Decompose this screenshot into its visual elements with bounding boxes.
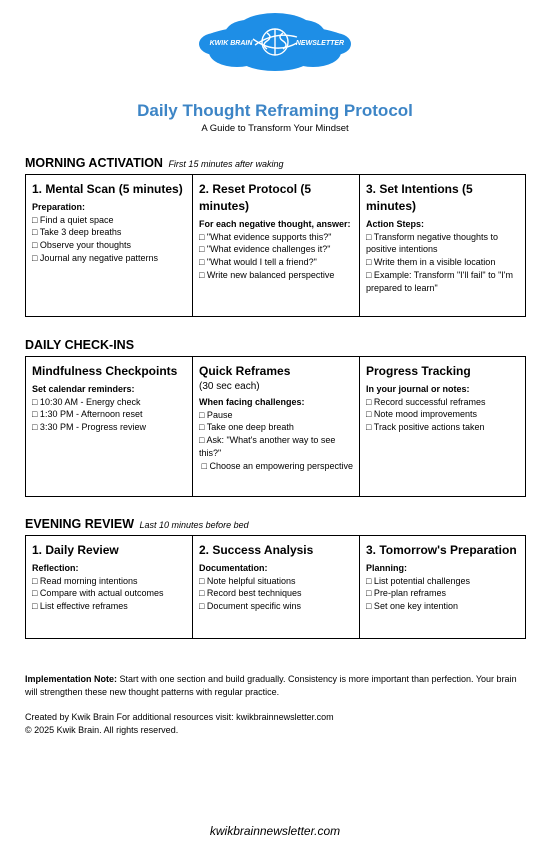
cell-title: Progress Tracking — [366, 364, 471, 378]
checklist-item[interactable]: □ "What would I tell a friend?" — [199, 257, 317, 268]
set-intentions-cell — [360, 175, 527, 316]
checklist-item[interactable]: □ List effective reframes — [32, 601, 128, 612]
cell-title: 2. Reset Protocol (5 minutes) — [199, 182, 312, 213]
cell-title: 1. Mental Scan (5 minutes) — [32, 182, 183, 196]
checklist — [32, 575, 187, 613]
checklist-item[interactable]: □ Read morning intentions — [32, 575, 138, 586]
checklist-item[interactable]: □ Journal any negative patterns — [32, 252, 159, 263]
cell-title: Quick Reframes — [199, 364, 291, 378]
implementation-text: Start with one section and build gradually. Consistency is more important than perfection. Your brain will strengthen these new thought patterns with regular practice. — [25, 674, 517, 697]
checklist-item[interactable]: □ Document specific wins — [199, 601, 301, 612]
document-subtitle: A Guide to Transform Your Mindset — [201, 123, 349, 134]
checklist-item[interactable]: □ 1:30 PM - Afternoon reset — [32, 409, 143, 420]
section-title: DAILY CHECK-INS — [25, 338, 135, 352]
checklist-item[interactable]: □ Set one key intention — [366, 601, 458, 612]
tomorrows-preparation-cell — [360, 536, 527, 638]
checklist — [199, 231, 354, 282]
credit-line: Created by Kwik Brain For additional resources visit: kwikbrainnewsletter.com — [25, 712, 334, 722]
cell-title: 3. Set Intentions (5 minutes) — [366, 182, 473, 213]
success-analysis-cell — [193, 536, 360, 638]
morning-activation-table — [25, 174, 526, 317]
checklist-item[interactable]: □ Record best techniques — [199, 588, 302, 599]
footer-url[interactable]: kwikbrainnewsletter.com — [209, 824, 341, 838]
cell-subtitle: (30 sec each) — [199, 381, 260, 392]
checklist-item[interactable]: □ "What evidence challenges it?" — [199, 244, 331, 255]
cell-label: Planning: — [366, 563, 407, 573]
section-heading-evening — [25, 517, 249, 531]
mental-scan-cell — [26, 175, 193, 316]
logo-text-right: NEWSLETTER — [295, 40, 345, 47]
copyright-line: © 2025 Kwik Brain. All rights reserved. — [25, 725, 179, 735]
checklist-item[interactable]: □ Pause — [199, 409, 233, 420]
cell-label: Documentation: — [199, 563, 268, 573]
checklist-item[interactable]: □ Take one deep breath — [199, 422, 294, 433]
checklist-item[interactable]: □ Note mood improvements — [366, 409, 477, 420]
evening-review-table — [25, 535, 526, 639]
mindfulness-checkpoints-cell — [26, 357, 193, 496]
cell-title: 3. Tomorrow's Preparation — [366, 543, 517, 557]
reset-protocol-cell — [193, 175, 360, 316]
checklist-item[interactable]: □ Choose an empowering perspective — [199, 460, 354, 471]
kwik-brain-logo — [197, 12, 353, 72]
section-note: Last 10 minutes before bed — [139, 520, 249, 530]
daily-review-cell — [26, 536, 193, 638]
checklist-item[interactable]: □ 3:30 PM - Progress review — [32, 422, 146, 433]
cell-title: 2. Success Analysis — [199, 543, 314, 557]
section-note: First 15 minutes after waking — [168, 159, 284, 169]
checklist — [366, 231, 522, 295]
section-heading-daily — [25, 338, 134, 352]
checklist — [199, 575, 354, 613]
implementation-note — [25, 673, 530, 699]
checklist — [32, 214, 187, 265]
checklist-item[interactable]: □ Observe your thoughts — [32, 240, 131, 251]
quick-reframes-cell — [193, 357, 360, 496]
checklist-item[interactable]: □ List potential challenges — [366, 575, 471, 586]
implementation-label: Implementation Note: — [25, 674, 118, 684]
cell-label: Reflection: — [32, 563, 79, 573]
checklist — [32, 396, 187, 434]
checklist-item[interactable]: □ Write new balanced perspective — [199, 269, 335, 280]
logo-text-left: KWIK BRAIN — [209, 40, 253, 47]
cell-title: 1. Daily Review — [32, 543, 119, 557]
section-heading-morning — [25, 156, 283, 170]
cell-title: Mindfulness Checkpoints — [32, 364, 178, 378]
progress-tracking-cell — [360, 357, 527, 496]
section-title: MORNING ACTIVATION — [25, 156, 163, 170]
checklist-item[interactable]: □ Ask: "What's another way to see this?" — [199, 435, 336, 458]
checklist-item[interactable]: □ Take 3 deep breaths — [32, 227, 122, 238]
checklist-item[interactable]: □ Find a quiet space — [32, 214, 114, 225]
checklist-item[interactable]: □ Compare with actual outcomes — [32, 588, 164, 599]
cell-label: Preparation: — [32, 202, 86, 212]
checklist — [199, 409, 354, 473]
checklist-item[interactable]: □ Transform negative thoughts to positive intentions — [366, 231, 499, 255]
checklist — [366, 396, 522, 434]
document-title: Daily Thought Reframing Protocol — [137, 101, 413, 120]
cell-label: For each negative thought, answer: — [199, 219, 351, 229]
daily-checkins-table — [25, 356, 526, 497]
credits — [25, 711, 334, 737]
checklist-item[interactable]: □ Note helpful situations — [199, 575, 296, 586]
checklist-item[interactable]: □ Record successful reframes — [366, 396, 486, 407]
checklist-item[interactable]: □ Track positive actions taken — [366, 422, 485, 433]
checklist-item[interactable]: □ "What evidence supports this?" — [199, 231, 332, 242]
cell-label: Set calendar reminders: — [32, 384, 135, 394]
section-title: EVENING REVIEW — [25, 517, 135, 531]
cell-label: When facing challenges: — [199, 397, 305, 407]
checklist — [366, 575, 522, 613]
checklist-item[interactable]: □ Write them in a visible location — [366, 257, 496, 268]
cell-label: In your journal or notes: — [366, 384, 470, 394]
checklist-item[interactable]: □ 10:30 AM - Energy check — [32, 396, 141, 407]
checklist-item[interactable]: □ Pre-plan reframes — [366, 588, 446, 599]
checklist-item[interactable]: □ Example: Transform "I'll fail" to "I'm prepared to learn" — [366, 269, 513, 293]
cell-label: Action Steps: — [366, 219, 425, 229]
